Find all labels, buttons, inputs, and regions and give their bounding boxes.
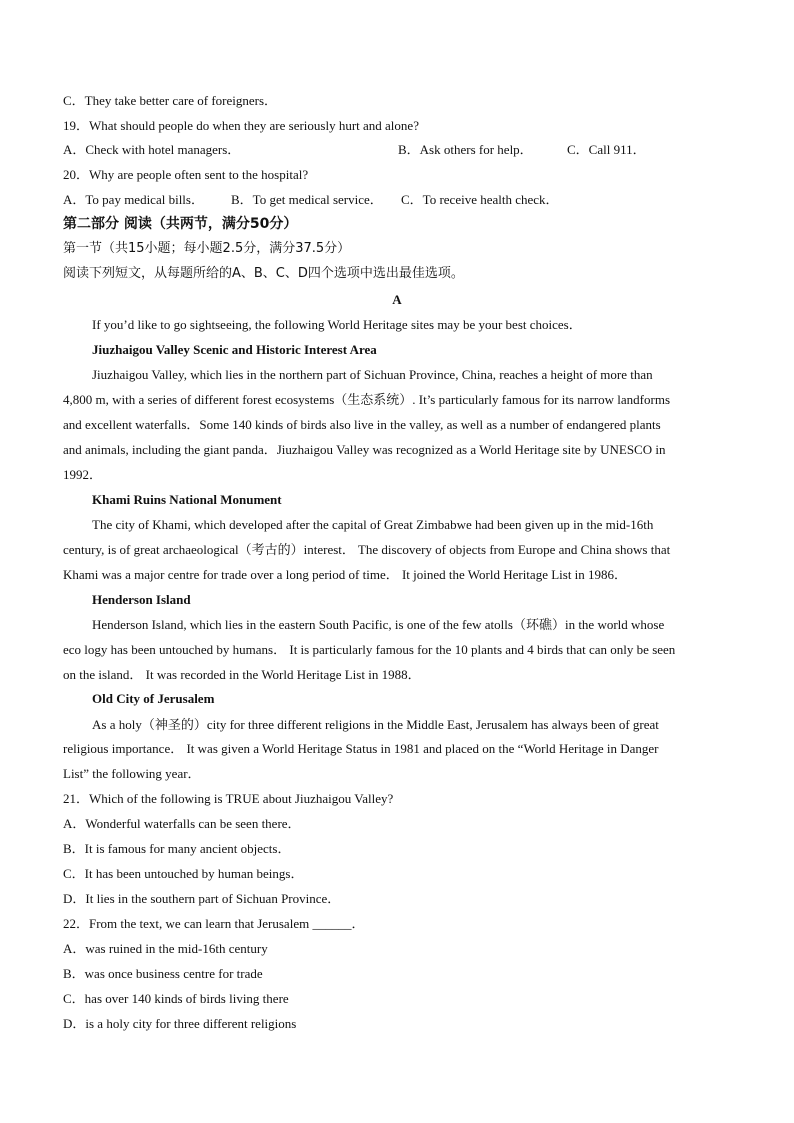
q18-option-c: C．They take better care of foreigners． bbox=[63, 93, 278, 108]
paragraph-line: and excellent waterfalls．Some 140 kinds of birds also live in the valley, as well as a number of endangered plants bbox=[63, 417, 661, 432]
heading-henderson: Henderson Island bbox=[92, 592, 191, 607]
section-one-heading: 第一节（共15小题；每小题2.5分，满分37.5分） bbox=[63, 241, 351, 256]
q21-option-c: C．It has been untouched by human beings． bbox=[63, 866, 304, 881]
paragraph-line: 4,800 m, with a series of different forest ecosystems（生态系统）. It’s particularly famous for its narrow landforms bbox=[63, 392, 671, 407]
paragraph-line: Khami was a major centre for trade over a long period of time． It joined the World Heritage List in 1986． bbox=[63, 567, 628, 582]
paragraph-line: 1992． bbox=[63, 467, 103, 482]
q22-option-c: C．has over 140 kinds of birds living there bbox=[63, 991, 289, 1006]
heading-jerusalem: Old City of Jerusalem bbox=[92, 691, 215, 706]
q19-option-a: A．Check with hotel managers． bbox=[63, 142, 241, 157]
q21-option-a: A．Wonderful waterfalls can be seen there． bbox=[63, 816, 301, 831]
heading-jiuzhaigou: Jiuzhaigou Valley Scenic and Historic Interest Area bbox=[92, 342, 377, 357]
paragraph-line: religious importance． It was given a World Heritage Status in 1981 and placed on the “World Heritage in Danger bbox=[63, 741, 659, 756]
q22-option-d: D．is a holy city for three different religions bbox=[63, 1016, 297, 1031]
question-19: 19．What should people do when they are seriously hurt and alone? bbox=[63, 118, 419, 133]
q19-option-c: C．Call 911． bbox=[567, 142, 646, 157]
question-21: 21．Which of the following is TRUE about Jiuzhaigou Valley? bbox=[63, 791, 394, 806]
passage-label: A bbox=[392, 292, 402, 307]
q22-option-b: B．was once business centre for trade bbox=[63, 966, 263, 981]
q20-option-a: A．To pay medical bills． bbox=[63, 192, 204, 207]
question-22: 22．From the text, we can learn that Jerusalem ______． bbox=[63, 916, 365, 931]
paragraph-line: on the island． It was recorded in the World Heritage List in 1988． bbox=[63, 667, 421, 682]
paragraph-line: century, is of great archaeological（考古的）interest． The discovery of objects from Europe and China shows that bbox=[63, 542, 671, 557]
part-two-heading: 第二部分 阅读（共两节，满分50分） bbox=[63, 216, 298, 232]
paragraph-line: and animals, including the giant panda．Jiuzhaigou Valley was recognized as a World Heritage site by UNESCO in bbox=[63, 442, 666, 457]
paragraph-line: Jiuzhaigou Valley, which lies in the northern part of Sichuan Province, China, reaches a height of more than bbox=[92, 367, 653, 382]
paragraph-line: The city of Khami, which developed after the capital of Great Zimbabwe had been given up in the mid-16th bbox=[92, 517, 654, 532]
paragraph-line: List” the following year． bbox=[63, 766, 201, 781]
paragraph-line: As a holy（神圣的）city for three different religions in the Middle East, Jerusalem has always been of great bbox=[92, 717, 659, 732]
q20-option-b: B．To get medical service． bbox=[231, 192, 383, 207]
passage-intro: If you’d like to go sightseeing, the following World Heritage sites may be your best choices． bbox=[92, 317, 582, 332]
q22-option-a: A．was ruined in the mid-16th century bbox=[63, 941, 268, 956]
q19-option-b: B．Ask others for help． bbox=[398, 142, 533, 157]
reading-instructions: 阅读下列短文，从每题所给的A、B、C、D四个选项中选出最佳选项。 bbox=[63, 266, 464, 281]
heading-khami: Khami Ruins National Monument bbox=[92, 492, 282, 507]
paragraph-line: Henderson Island, which lies in the eastern South Pacific, is one of the few atolls（环礁）in the world whose bbox=[92, 617, 665, 632]
paragraph-line: eco logy has been untouched by humans． It is particularly famous for the 10 plants and 4 birds that can only be seen bbox=[63, 642, 676, 657]
q20-option-c: C．To receive health check． bbox=[401, 192, 559, 207]
q21-option-d: D．It lies in the southern part of Sichuan Province． bbox=[63, 891, 341, 906]
question-20: 20．Why are people often sent to the hospital? bbox=[63, 167, 309, 182]
q21-option-b: B．It is famous for many ancient objects． bbox=[63, 841, 291, 856]
